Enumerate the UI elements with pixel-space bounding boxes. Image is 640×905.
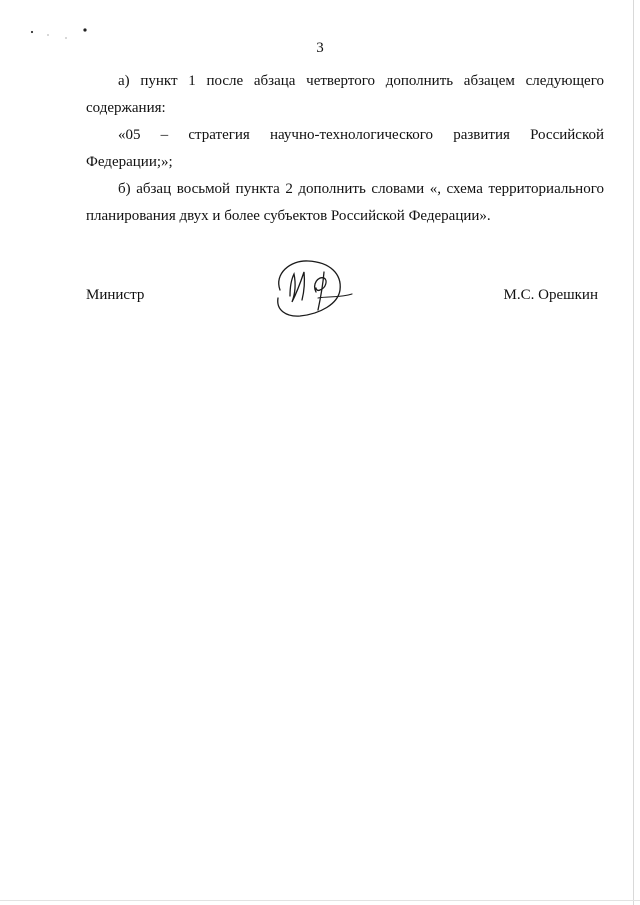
- paragraph-a-line1: а) пункт 1 после абзаца четвертого дополнить абзацем следующего: [118, 73, 604, 89]
- paragraph-quote-line2: Федерации;»;: [86, 154, 173, 170]
- paragraph-quote-line1: «05 – стратегия научно-технологического развития Российской: [118, 127, 604, 143]
- paragraph-quote: [86, 122, 604, 176]
- paragraph-b: [86, 176, 604, 230]
- scan-edge-right: [633, 0, 634, 905]
- scan-edge-bottom: [0, 900, 640, 901]
- paragraph-a: [86, 68, 604, 122]
- paragraph-b-line2: планирования двух и более субъектов Российской Федерации».: [86, 208, 491, 224]
- page-number: 3: [316, 40, 324, 56]
- paragraph-b-line1: б) абзац восьмой пункта 2 дополнить словами «, схема территориального: [118, 181, 604, 197]
- handwritten-signature: [268, 252, 364, 324]
- document-body: [86, 68, 604, 230]
- signatory-position: Министр: [86, 287, 145, 303]
- paragraph-a-line2: содержания:: [86, 100, 166, 116]
- signatory-name: М.С. Орешкин: [503, 287, 598, 303]
